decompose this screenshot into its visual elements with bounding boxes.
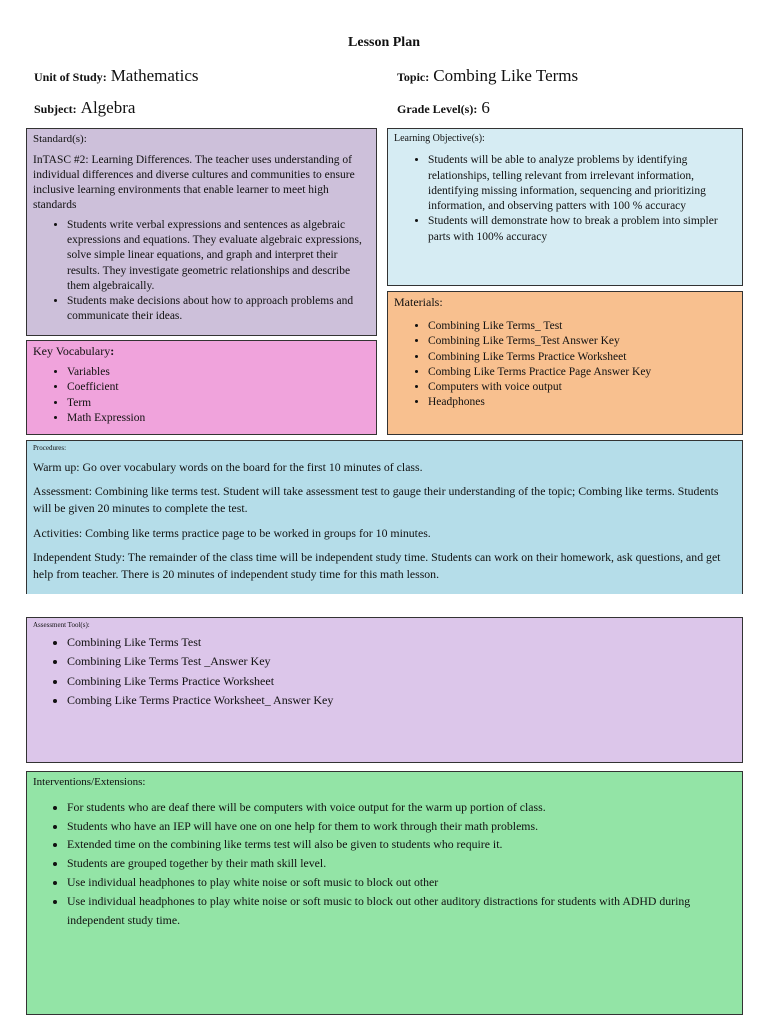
- standards-list: [33, 218, 370, 325]
- topic-label: Topic: [397, 70, 426, 84]
- list-item: • Students make decisions about how to approach problems and communicate their ideas.: [67, 294, 370, 325]
- list-item: • Variables: [67, 365, 370, 380]
- vocabulary-heading: Key Vocabulary: [33, 344, 111, 358]
- vocabulary-box: [26, 340, 377, 435]
- objectives-heading: Learning Objective(s):: [394, 133, 485, 144]
- procedure-paragraph: Activities: Combing like terms practice page to be worked in groups for 10 minutes.: [33, 525, 431, 540]
- list-item: • For students who are deaf there will be computers with voice output for the warm up portion of class.: [67, 798, 736, 817]
- list-item: • Combining Like Terms_ Test: [428, 319, 736, 334]
- objectives-list: [394, 153, 736, 245]
- vocabulary-colon: :: [110, 344, 115, 358]
- list-item: • Extended time on the combining like terms test will also be given to students who require it.: [67, 835, 736, 854]
- list-item: • Students will demonstrate how to break a problem into simpler parts with 100% accuracy: [428, 214, 736, 245]
- standards-intro: InTASC #2: Learning Differences. The teacher uses understanding of individual differences and diverse cultures and communities to ensure inclusive learning environments that enable learner to meet high standards: [33, 153, 355, 212]
- list-item: • Combing Like Terms Practice Worksheet_ Answer Key: [67, 691, 736, 710]
- topic-value: Combing Like Terms: [433, 66, 579, 85]
- interventions-heading: Interventions/Extensions:: [33, 776, 146, 788]
- list-item: • Use individual headphones to play white noise or soft music to block out other auditory distractions for students with ADHD during independent study time.: [67, 892, 736, 930]
- list-item: • Students who have an IEP will have one on one help for them to work through their math problems.: [67, 817, 736, 836]
- list-item: • Term: [67, 396, 370, 411]
- list-item: • Combining Like Terms Practice Worksheet: [67, 672, 736, 691]
- assessment-list: [33, 633, 736, 710]
- list-item: • Combining Like Terms Test: [67, 633, 736, 652]
- subject: Subject: Algebra: [34, 98, 136, 117]
- grade-label: Grade Level(s): [397, 102, 474, 116]
- assessment-box: [26, 617, 743, 763]
- list-item: • Math Expression: [67, 411, 370, 426]
- materials-box: [387, 291, 743, 435]
- standards-heading: Standard(s):: [33, 133, 87, 145]
- interventions-box: [26, 771, 743, 1015]
- vocabulary-list: [33, 365, 370, 426]
- standards-box: [26, 128, 377, 336]
- grade-level: Grade Level(s): 6: [397, 98, 490, 117]
- list-item: • Students will be able to analyze problems by identifying relationships, telling relevant from irrelevant information, identifying missing information, sequencing and prioritizing information, and observing patters with 100 % accuracy: [428, 153, 736, 214]
- procedure-paragraph: Independent Study: The remainder of the class time will be independent study time. Students can work on their homework, ask questions, and get help from teacher. There is 20 minutes of independent study time for this math lesson.: [33, 549, 721, 581]
- list-item: • Headphones: [428, 395, 736, 410]
- list-item: • Use individual headphones to play white noise or soft music to block out other: [67, 873, 736, 892]
- grade-value: 6: [481, 98, 490, 117]
- materials-heading: Materials:: [394, 295, 443, 309]
- list-item: • Combing Like Terms Practice Page Answer Key: [428, 365, 736, 380]
- unit-value: Mathematics: [110, 66, 199, 85]
- list-item: • Combining Like Terms Test _Answer Key: [67, 652, 736, 671]
- materials-list: [394, 319, 736, 411]
- unit-label: Unit of Study: [34, 70, 103, 84]
- subject-label: Subject: [34, 102, 73, 116]
- objectives-box: [387, 128, 743, 286]
- assessment-heading: Assessment Tool(s):: [33, 621, 90, 629]
- interventions-list: [33, 798, 736, 930]
- procedures-heading: Procedures:: [33, 444, 67, 452]
- procedures-box: [26, 440, 743, 594]
- vocabulary-heading-row: [33, 344, 370, 360]
- topic: Topic: Combing Like Terms: [397, 66, 579, 85]
- subject-value: Algebra: [80, 98, 136, 117]
- list-item: • Computers with voice output: [428, 380, 736, 395]
- list-item: • Combining Like Terms_Test Answer Key: [428, 334, 736, 349]
- list-item: • Students are grouped together by their math skill level.: [67, 854, 736, 873]
- unit-of-study: Unit of Study: Mathematics: [34, 66, 199, 85]
- list-item: • Students write verbal expressions and sentences as algebraic expressions and equations. They evaluate algebraic expressions, solve simple linear equations, and graph and interpret their results. They investigate geometric relationships and describe them algebraically.: [67, 218, 370, 294]
- list-item: • Combining Like Terms Practice Worksheet: [428, 350, 736, 365]
- procedure-paragraph: Warm up: Go over vocabulary words on the board for the first 10 minutes of class.: [33, 460, 423, 475]
- procedure-paragraph: Assessment: Combining like terms test. Student will take assessment test to gauge their understanding of the topic; Combing like terms. Students will be given 20 minutes to complete the test.: [33, 484, 719, 516]
- page-title: Lesson Plan: [348, 35, 420, 50]
- list-item: • Coefficient: [67, 380, 370, 395]
